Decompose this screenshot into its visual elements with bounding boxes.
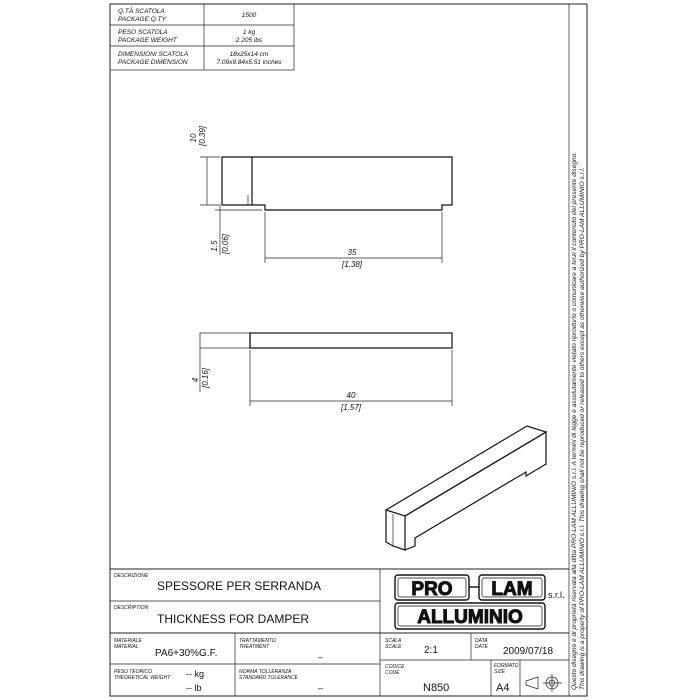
weight-label-en: PACKAGE WEIGHT <box>118 37 177 44</box>
dim-1-5-inch: [0.06] <box>221 233 230 255</box>
size-label: SIZE <box>494 669 506 675</box>
description-value: THICKNESS FOR DAMPER <box>157 612 310 626</box>
dim-1-5: 1.5 <box>210 240 219 252</box>
code-value: N850 <box>423 682 450 694</box>
material-value: PA6+30%G.F. <box>155 648 218 659</box>
dim-10: 10 <box>189 133 198 143</box>
note-english: This drawing is a property of PRO-LAM ALLUMINIO s.r.l. This drawing shall not be reproduced or released to others except as otherwise authorized by PRO-LAM ALLUMINIO s.r.l. <box>579 167 586 690</box>
treatment-label: TREATMENT <box>239 644 270 650</box>
scale-value: 2:1 <box>424 645 438 656</box>
qty-value: 1500 <box>241 12 257 19</box>
weight-lb: -- lb <box>186 683 202 693</box>
dim-10-inch: [0.39] <box>198 125 207 147</box>
theoretical-weight-label: THEORETICAL WEIGHT <box>114 675 171 681</box>
projection-symbol-icon <box>526 674 562 692</box>
formato-label: FORMATO <box>494 663 519 669</box>
qty-label-en: PACKAGE Q.TY <box>118 16 166 23</box>
codice-label: CODICE <box>385 664 405 670</box>
isometric-view <box>386 426 546 550</box>
logo-srl: s.r.l. <box>548 590 565 600</box>
logo-alluminio: ALLUMINIO <box>417 607 523 628</box>
tolerance-label-en: STANDARD TOLERANCE <box>239 675 298 681</box>
dim-4: 4 <box>191 377 200 383</box>
dim-4-inch: [0.16] <box>201 367 210 389</box>
logo-lam: LAM <box>491 579 533 600</box>
weight-value-lbs: 2.205 lbs <box>235 37 263 44</box>
description-label: DESCRIPTION <box>114 605 149 611</box>
dim-label-it: DIMENSIONI SCATOLA <box>118 51 189 58</box>
material-label: MATERIAL <box>114 644 139 650</box>
weight-value-kg: 1 kg <box>242 29 256 36</box>
prolam-logo <box>395 575 565 629</box>
note-italian: Questo disegno è di proprietà riservata alla ditta PRO-LAM ALLUMINIO s.r.l. A termini di legge è assolutamente vietato riprodurlo o comunicare a terzi il contenuto del presente disegno. <box>571 151 578 690</box>
descrizione-value: SPESSORE PER SERRANDA <box>157 579 322 593</box>
treatment-value: – <box>318 652 324 662</box>
side-view <box>189 125 452 269</box>
weight-kg: -- kg <box>186 669 204 679</box>
dim-40: 40 <box>346 391 356 400</box>
dim-value-inches: 7.09x9.84x5.51 inches <box>216 59 282 66</box>
descrizione-label: DESCRIZIONE <box>114 573 149 579</box>
scala-label: SCALA <box>385 638 402 644</box>
dim-40-inch: [1.57] <box>340 403 362 412</box>
scale-label: SCALE <box>385 644 402 650</box>
confidentiality-note <box>571 152 586 690</box>
date-value: 2009/07/18 <box>503 646 554 657</box>
trattamento-label: TRATTAMENTO <box>239 638 276 644</box>
top-view <box>191 333 452 412</box>
tolerance-value: – <box>318 683 324 693</box>
data-label: DATA <box>475 638 488 644</box>
size-value: A4 <box>496 682 510 694</box>
dim-value-cm: 18x25x14 cm <box>229 51 269 58</box>
weight-label-it: PESO SCATOLA <box>118 29 168 36</box>
materiale-label: MATERIALE <box>114 638 142 644</box>
dim-label-en: PACKAGE DIMENSION <box>118 59 188 66</box>
package-table <box>110 4 294 70</box>
dim-35-inch: [1.38] <box>341 260 363 269</box>
peso-label: PESO TEORICO <box>114 669 153 675</box>
tolerance-label-it: NORMA TOLLERANZA <box>239 669 292 675</box>
qty-label-it: Q.TÀ SCATOLA <box>118 8 165 15</box>
code-label: CODE <box>385 670 400 676</box>
logo-pro: PRO <box>411 579 453 600</box>
dim-35: 35 <box>347 248 357 257</box>
date-label: DATE <box>475 644 488 650</box>
